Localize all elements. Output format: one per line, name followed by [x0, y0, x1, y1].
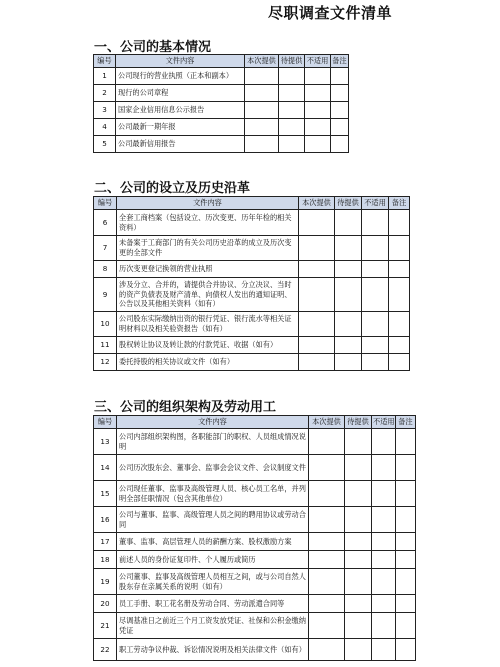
row-content: 国家企业信用信息公示报告 [116, 102, 245, 119]
pending-cell[interactable] [279, 136, 305, 153]
row-number: 16 [94, 507, 117, 533]
provided-cell[interactable] [299, 210, 335, 236]
provided-cell[interactable] [245, 85, 279, 102]
not-applicable-cell[interactable] [305, 68, 331, 85]
provided-cell[interactable] [309, 533, 345, 551]
provided-cell[interactable] [299, 354, 335, 371]
not-applicable-cell[interactable] [372, 507, 396, 533]
remarks-cell[interactable] [396, 639, 416, 661]
remarks-cell[interactable] [389, 261, 410, 278]
table-row [94, 278, 410, 312]
provided-cell[interactable] [309, 551, 345, 569]
not-applicable-cell[interactable] [362, 210, 389, 236]
provided-cell[interactable] [309, 613, 345, 639]
not-applicable-cell[interactable] [362, 278, 389, 312]
table-row [94, 429, 416, 455]
col-header-not-applicable: 不适用 [362, 197, 389, 210]
pending-cell[interactable] [279, 119, 305, 136]
row-content: 涉及分立、合并的，请提供合并协议、分立决议、当时的资产负债表及财产清单、向债权人发出的通知证明、公告以及其他相关资料（如有） [117, 278, 299, 312]
pending-cell[interactable] [345, 639, 372, 661]
pending-cell[interactable] [335, 278, 362, 312]
remarks-cell[interactable] [396, 595, 416, 613]
row-number: 11 [94, 337, 117, 354]
not-applicable-cell[interactable] [372, 481, 396, 507]
row-number: 9 [94, 278, 117, 312]
row-number: 13 [94, 429, 117, 455]
pending-cell[interactable] [335, 354, 362, 371]
table-row [94, 68, 349, 85]
provided-cell[interactable] [299, 236, 335, 261]
col-header-content: 文件内容 [117, 416, 309, 429]
row-number: 2 [94, 85, 116, 102]
remarks-cell[interactable] [331, 85, 349, 102]
col-header-content: 文件内容 [117, 197, 299, 210]
row-content: 公司与董事、监事、高级管理人员之间的聘用协议或劳动合同 [117, 507, 309, 533]
remarks-cell[interactable] [331, 119, 349, 136]
col-header-pending: 待提供 [335, 197, 362, 210]
row-content: 公司现任董事、监事及高级管理人员、核心员工名单，并列明全部任职情况（包含其他单位） [117, 481, 309, 507]
pending-cell[interactable] [279, 85, 305, 102]
not-applicable-cell[interactable] [362, 236, 389, 261]
remarks-cell[interactable] [396, 429, 416, 455]
table-row [94, 455, 416, 481]
remarks-cell[interactable] [331, 102, 349, 119]
remarks-cell[interactable] [389, 354, 410, 371]
checklist-table-organization [93, 415, 416, 661]
table-row [94, 569, 416, 595]
provided-cell[interactable] [309, 507, 345, 533]
pending-cell[interactable] [345, 533, 372, 551]
col-header-no: 编号 [94, 55, 116, 68]
pending-cell[interactable] [335, 261, 362, 278]
row-content: 前述人员的身份证复印件、个人履历或简历 [117, 551, 309, 569]
not-applicable-cell[interactable] [305, 119, 331, 136]
provided-cell[interactable] [309, 455, 345, 481]
remarks-cell[interactable] [396, 613, 416, 639]
pending-cell[interactable] [335, 236, 362, 261]
row-content: 公司最新一期年报 [116, 119, 245, 136]
remarks-cell[interactable] [396, 569, 416, 595]
pending-cell[interactable] [345, 481, 372, 507]
not-applicable-cell[interactable] [362, 312, 389, 337]
row-content: 公司历次股东会、董事会、监事会会议文件、会议制度文件 [117, 455, 309, 481]
row-content: 股权转让协议及转让款的付款凭证、收据（如有） [117, 337, 299, 354]
col-header-content: 文件内容 [116, 55, 245, 68]
row-content: 公司内部组织架构图，各职能部门的职权、人员组成情况说明 [117, 429, 309, 455]
remarks-cell[interactable] [389, 337, 410, 354]
table-row [94, 613, 416, 639]
row-number: 12 [94, 354, 117, 371]
section-heading-basic-info: 一、公司的基本情况 [94, 40, 212, 55]
row-content: 公司现行的营业执照（正本和副本） [116, 68, 245, 85]
not-applicable-cell[interactable] [305, 136, 331, 153]
not-applicable-cell[interactable] [372, 595, 396, 613]
pending-cell[interactable] [279, 68, 305, 85]
table-row [94, 236, 410, 261]
row-number: 22 [94, 639, 117, 661]
provided-cell[interactable] [309, 481, 345, 507]
row-content: 未备案于工商部门的有关公司历史沿革的成立及历次变更的全部文件 [117, 236, 299, 261]
table-row [94, 337, 410, 354]
pending-cell[interactable] [345, 595, 372, 613]
pending-cell[interactable] [345, 613, 372, 639]
section-heading-organization: 三、公司的组织架构及劳动用工 [94, 400, 277, 415]
row-number: 8 [94, 261, 117, 278]
pending-cell[interactable] [345, 569, 372, 595]
not-applicable-cell[interactable] [362, 354, 389, 371]
row-content: 公司董事、监事及高级管理人员相互之间，或与公司自然人股东存在亲属关系的说明（如有） [117, 569, 309, 595]
col-header-provided: 本次提供 [309, 416, 345, 429]
row-number: 21 [94, 613, 117, 639]
provided-cell[interactable] [245, 136, 279, 153]
not-applicable-cell[interactable] [372, 639, 396, 661]
row-number: 3 [94, 102, 116, 119]
remarks-cell[interactable] [396, 533, 416, 551]
row-content: 公司最新信用报告 [116, 136, 245, 153]
row-number: 7 [94, 236, 117, 261]
provided-cell[interactable] [245, 102, 279, 119]
not-applicable-cell[interactable] [372, 551, 396, 569]
remarks-cell[interactable] [389, 278, 410, 312]
pending-cell[interactable] [345, 551, 372, 569]
not-applicable-cell[interactable] [372, 533, 396, 551]
table-row [94, 210, 410, 236]
not-applicable-cell[interactable] [362, 261, 389, 278]
row-number: 17 [94, 533, 117, 551]
provided-cell[interactable] [245, 119, 279, 136]
row-content: 员工手册、职工花名册及劳动合同、劳动派遣合同等 [117, 595, 309, 613]
col-header-no: 编号 [94, 416, 117, 429]
table-row [94, 354, 410, 371]
remarks-cell[interactable] [396, 507, 416, 533]
row-content: 尽调基准日之前近三个月工资发放凭证、社保和公积金缴纳凭证 [117, 613, 309, 639]
table-row [94, 595, 416, 613]
pending-cell[interactable] [335, 312, 362, 337]
not-applicable-cell[interactable] [362, 337, 389, 354]
provided-cell[interactable] [299, 261, 335, 278]
pending-cell[interactable] [335, 210, 362, 236]
row-content: 全套工商档案（包括设立、历次变更、历年年检的相关资料） [117, 210, 299, 236]
row-content: 公司股东实际缴纳出资的银行凭证、银行流水等相关证明材料以及相关验资报告（如有） [117, 312, 299, 337]
col-header-provided: 本次提供 [245, 55, 279, 68]
pending-cell[interactable] [345, 507, 372, 533]
remarks-cell[interactable] [389, 236, 410, 261]
row-content: 历次变更登记换领的营业执照 [117, 261, 299, 278]
not-applicable-cell[interactable] [305, 85, 331, 102]
pending-cell[interactable] [335, 337, 362, 354]
row-number: 14 [94, 455, 117, 481]
table-row [94, 119, 349, 136]
not-applicable-cell[interactable] [372, 429, 396, 455]
col-header-provided: 本次提供 [299, 197, 335, 210]
row-content: 现行的公司章程 [116, 85, 245, 102]
provided-cell[interactable] [245, 68, 279, 85]
remarks-cell[interactable] [396, 455, 416, 481]
row-number: 5 [94, 136, 116, 153]
checklist-table-history [93, 196, 410, 371]
checklist-table-basic-info [93, 54, 349, 153]
col-header-pending: 待提供 [279, 55, 305, 68]
col-header-not-applicable: 不适用 [372, 416, 396, 429]
table-row [94, 85, 349, 102]
row-number: 20 [94, 595, 117, 613]
provided-cell[interactable] [309, 429, 345, 455]
table-row [94, 481, 416, 507]
not-applicable-cell[interactable] [372, 613, 396, 639]
table-row [94, 312, 410, 337]
row-number: 10 [94, 312, 117, 337]
remarks-cell[interactable] [396, 551, 416, 569]
row-content: 委托持股的相关协议或文件（如有） [117, 354, 299, 371]
row-content: 董事、监事、高层管理人员的薪酬方案、股权激励方案 [117, 533, 309, 551]
not-applicable-cell[interactable] [372, 569, 396, 595]
col-header-no: 编号 [94, 197, 117, 210]
pending-cell[interactable] [345, 429, 372, 455]
col-header-pending: 待提供 [345, 416, 372, 429]
remarks-cell[interactable] [331, 68, 349, 85]
section-heading-history: 二、公司的设立及历史沿革 [94, 181, 251, 196]
table-row [94, 261, 410, 278]
provided-cell[interactable] [309, 569, 345, 595]
col-header-remarks: 备注 [331, 55, 349, 68]
col-header-remarks: 备注 [389, 197, 410, 210]
not-applicable-cell[interactable] [305, 102, 331, 119]
remarks-cell[interactable] [389, 210, 410, 236]
row-number: 1 [94, 68, 116, 85]
col-header-remarks: 备注 [396, 416, 416, 429]
col-header-not-applicable: 不适用 [305, 55, 331, 68]
row-number: 15 [94, 481, 117, 507]
table-row [94, 102, 349, 119]
row-number: 6 [94, 210, 117, 236]
remarks-cell[interactable] [396, 481, 416, 507]
document-title: 尽职调查文件清单 [268, 4, 393, 22]
table-row [94, 551, 416, 569]
remarks-cell[interactable] [331, 136, 349, 153]
table-row [94, 639, 416, 661]
row-number: 18 [94, 551, 117, 569]
row-number: 4 [94, 119, 116, 136]
remarks-cell[interactable] [389, 312, 410, 337]
not-applicable-cell[interactable] [372, 455, 396, 481]
table-row [94, 136, 349, 153]
provided-cell[interactable] [299, 312, 335, 337]
provided-cell[interactable] [309, 639, 345, 661]
table-row [94, 507, 416, 533]
table-row [94, 533, 416, 551]
provided-cell[interactable] [299, 278, 335, 312]
pending-cell[interactable] [279, 102, 305, 119]
row-number: 19 [94, 569, 117, 595]
provided-cell[interactable] [299, 337, 335, 354]
row-content: 职工劳动争议仲裁、诉讼情况说明及相关法律文件（如有） [117, 639, 309, 661]
provided-cell[interactable] [309, 595, 345, 613]
pending-cell[interactable] [345, 455, 372, 481]
